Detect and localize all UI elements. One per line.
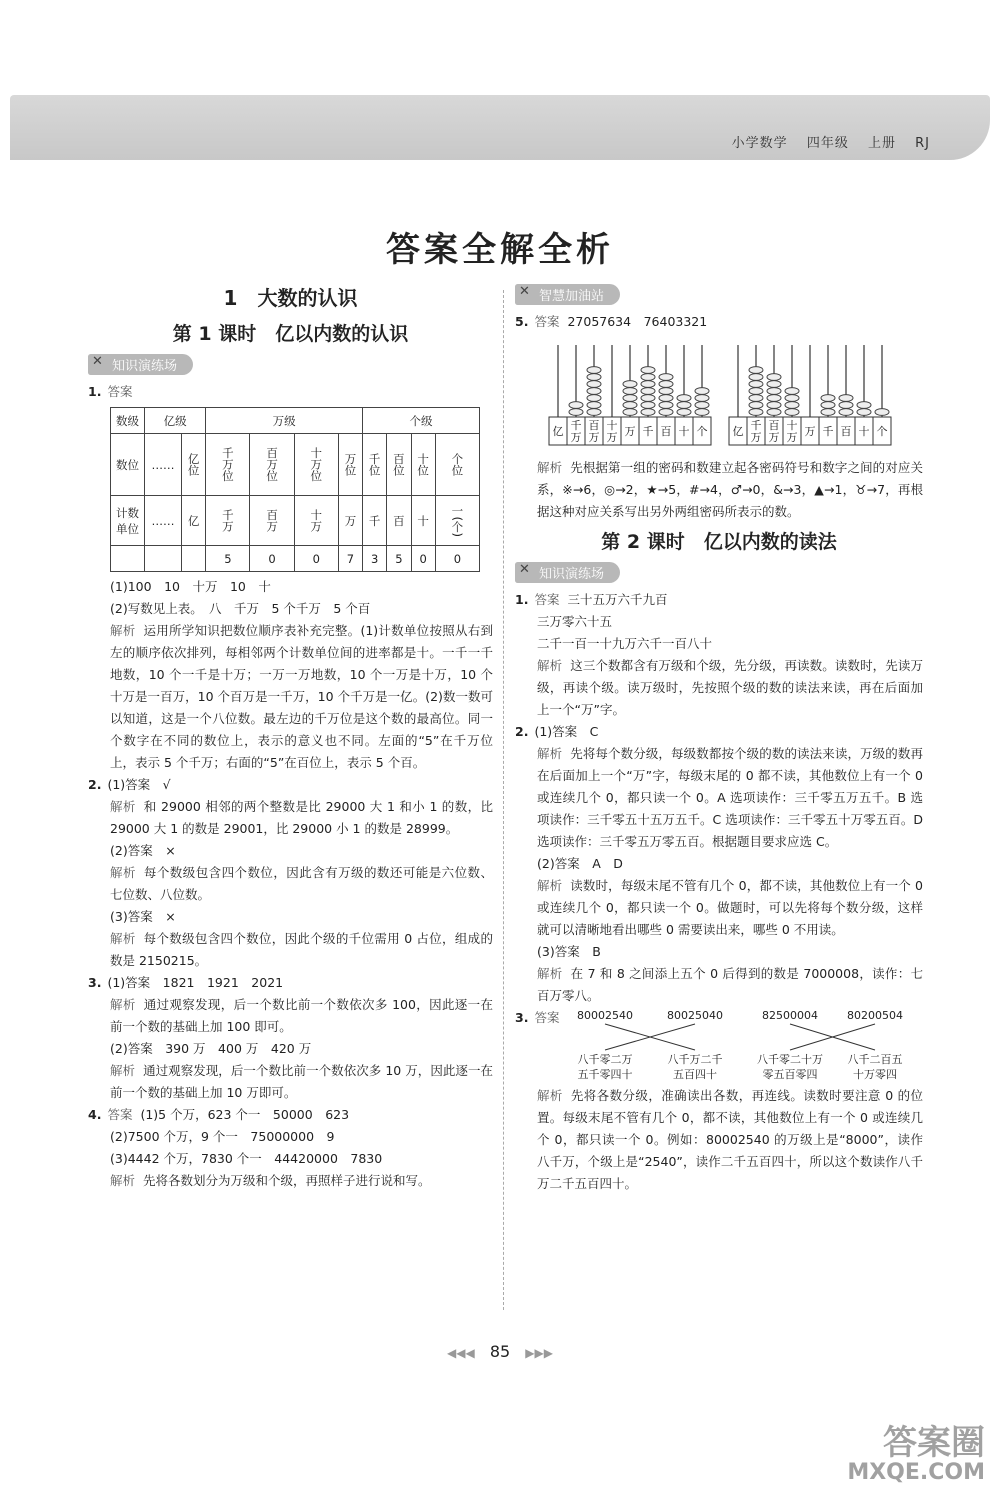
table-cell [182,546,206,572]
match-number: 80002540 [577,1009,633,1022]
table-cell: 0 [411,546,435,572]
abacus-label: 千 [570,419,582,432]
q4-answer-1 [88,1104,493,1126]
analysis-label: 解析 [110,931,136,946]
q2-part2-analysis [88,862,493,906]
place-value-table [110,407,480,572]
analysis-label: 解析 [537,746,563,761]
table-cell: 万级 [206,408,363,434]
q2-part1-answer [88,774,493,796]
q1-analysis [88,620,493,774]
table-cell: 数位 [111,434,145,496]
table-cell: 5 [387,546,411,572]
abacus-label: 万 [624,425,636,438]
abacus-bead [767,402,781,409]
table-cell: 十 [411,496,435,546]
table-cell: 个级 [363,408,480,434]
analysis-text: 先将每个数分级，每级数都按个级的数的读法来读，万级的数再在后面加上一个“万”字，每级末尾的 0 都不读，其他数位上有一个 0 或连续几个 0，都只读一个 0。A 选项读作：三千零五万五千。B 选项读作：三千零五十五万五千。C 选项读作：三千零五十万零五百。D 选项读作：三千零五万零五百。根据题目要求应选 C。 [537,746,923,849]
abacus-label: 千 [642,425,654,438]
r1-number: 1. [515,592,529,607]
unit-number: 1 [223,286,238,310]
left-column [88,282,493,1192]
abacus-bead [641,388,655,395]
header-edition: RJ [915,136,930,151]
match-reading: 零五百零四 [762,1068,818,1081]
q5-number: 5. [515,314,529,329]
table-cell: 3 [363,546,387,572]
right-arrows-icon: ▶▶▶ [525,1346,553,1360]
abacus-1 [545,339,715,449]
analysis-text: 先根据第一组的密码和数建立起各密码符号和数字之间的对应关系，※→6，◎→2，★→5，#→4，♂→0，&→3，▲→1，♉→7，再根据这种对应关系写出另外两组密码所表示的数。 [537,460,923,519]
q4-number: 4. [88,1107,102,1122]
r1-answer-1 [515,589,923,611]
abacus-bead [749,409,763,416]
matching-diagram [575,1007,923,1085]
abacus-bead [587,381,601,388]
abacus-bead [623,409,637,416]
match-reading: 八千零二万 [577,1053,633,1066]
abacus-bead [659,381,673,388]
abacus-label: 十 [606,419,618,432]
r3-analysis [515,1085,923,1195]
abacus-bead [821,409,835,416]
abacus-bead [677,409,691,416]
table-cell: 百位 [387,434,411,496]
abacus-bead [785,395,799,402]
analysis-text: 运用所学知识把数位顺序表补充完整。(1)计数单位按照从右到左的顺序依次排列，每相邻两个计数单位间的进率都是十。一千一千地数，10 个一千是十万；一万一万地数，10 个一万是十万，10 个十万是一百万，10 个百万是一千万，10 个千万是一亿。(2)数一数可以知道，这是一个八位数。最左边的千万位是这个数的最高位。同一个数字在不同的数位上，表示的意义也不同。左面的“5”在千万位上，表示 5 个千万；右面的“5”在百位上，表示 5 个百。 [110,623,493,770]
analysis-label: 解析 [537,878,563,893]
abacus-bead [623,388,637,395]
abacus-bead [821,402,835,409]
unit-heading [88,282,493,311]
analysis-text: 通过观察发现，后一个数比前一个数依次多 100，因此逐一在前一个数的基础上加 100 即可。 [110,997,493,1034]
table-row [111,408,480,434]
abacus-label: 十 [858,425,870,438]
abacus-label: 十 [786,419,798,432]
wisdom-banner [515,284,620,305]
q2-part3-answer: (3)答案 × [110,909,176,924]
answer-text: 27057634 76403321 [567,314,708,329]
table-cell: 亿 [182,496,206,546]
page-footer [0,1342,1000,1361]
lesson2-title: 第 2 课时 亿以内数的读法 [601,531,837,553]
abacus-bead [875,409,889,416]
analysis-text: 先将各数分级，准确读出各数，再连线。读数时要注意 0 的位置。每级末尾不管有几个 0，都不读，其他数位上有一个 0 或连续几个 0，都只读一个 0。例如：80002540 的万级上是“8000”，读作八千万，个级上是“2540”，读作二千五百四十，所以这个数读作八千万二千五百四十。 [537,1088,923,1191]
page-number: 85 [489,1342,511,1361]
abacus-bead [857,409,871,416]
page-title: 答案全解全析 [386,230,614,270]
match-number: 80025040 [667,1009,723,1022]
abacus-bead [767,395,781,402]
header-volume: 上册 [867,136,896,151]
table-cell: 百 [387,496,411,546]
left-arrows-icon: ◀◀◀ [447,1346,475,1360]
answer-label: 答案 [534,314,560,329]
answer-text: 三十五万六千九百 [567,592,668,607]
table-cell: 0 [435,546,479,572]
abacus-bead [785,388,799,395]
table-cell [111,546,145,572]
table-cell: 十位 [411,434,435,496]
header-info [718,132,930,151]
r2-part3-analysis [515,963,923,1007]
abacus-label: 万 [606,431,618,444]
abacus-bead [623,395,637,402]
table-cell: 百万位 [250,434,294,496]
abacus-label: 十 [678,425,690,438]
analysis-label: 解析 [110,799,136,814]
analysis-label: 解析 [110,865,136,880]
table-row [111,434,480,496]
q1-number: 1. [88,384,102,399]
table-cell: 千位 [363,434,387,496]
q4-answer-2: (2)7500 个万，9 个一 75000000 9 [110,1129,335,1144]
analysis-label: 解析 [537,966,563,981]
abacus-2 [725,339,895,449]
table-cell: 7 [338,546,362,572]
abacus-bead [821,395,835,402]
abacus-bead [749,402,763,409]
runner-icon: ✕ [92,354,103,369]
abacus-bead [587,409,601,416]
column-divider [503,290,504,1310]
analysis-text: 每个数级包含四个数位，因此个级的千位需用 0 占位，组成的数是 2150215。 [110,931,493,968]
q4-analysis [88,1170,493,1192]
abacus-bead [641,409,655,416]
abacus-bead [677,395,691,402]
abacus-bead [749,374,763,381]
abacus-bead [857,402,871,409]
r2-part1-analysis [515,743,923,853]
header-subject: 小学数学 [731,136,788,151]
abacus-label: 万 [588,431,600,444]
analysis-text: 每个数级包含四个数位，因此含有万级的数还可能是六位数、七位数、八位数。 [110,865,493,902]
watermark-logo: 答案圈 [883,1423,985,1463]
analysis-label: 解析 [110,1173,136,1188]
r3-number: 3. [515,1010,529,1025]
table-cell: …… [145,434,182,496]
abacus-label: 百 [840,425,852,438]
table-cell: 万 [338,496,362,546]
table-cell [145,546,182,572]
analysis-text: 和 29000 相邻的两个整数是比 29000 大 1 和小 1 的数，比 29000 大 1 的数是 29001，比 29000 小 1 的数是 28999。 [110,799,493,836]
q5-analysis [515,457,923,523]
abacus-bead [587,388,601,395]
analysis-label: 解析 [110,997,136,1012]
right-column [515,282,923,1195]
q3-part2-analysis [88,1060,493,1104]
abacus-bead [587,402,601,409]
banner-label: 知识演练场 [112,359,178,374]
abacus-bead [659,409,673,416]
analysis-label: 解析 [537,658,563,673]
abacus-bead [641,381,655,388]
match-reading: 八千二百五 [847,1053,903,1066]
abacus-bead [659,402,673,409]
table-cell: 亿位 [182,434,206,496]
r1-answer-2: 三万零六十五 [537,614,613,629]
abacus-label: 万 [750,431,762,444]
abacus-bead [569,402,583,409]
match-reading: 八千零二十万 [757,1053,823,1066]
abacus-bead [695,409,709,416]
abacus-bead [749,395,763,402]
abacus-bead [587,367,601,374]
analysis-text: 先将各数划分为万级和个级，再照样子进行说和写。 [143,1173,431,1188]
q3-part1-analysis [88,994,493,1038]
r1-answer-3: 二千一百一十九万六千一百八十 [537,636,713,651]
table-row [111,496,480,546]
abacus-label: 万 [768,431,780,444]
analysis-text: 读数时，每级末尾不管有几个 0，都不读，其他数位上有一个 0 或连续几个 0，都只读一个 0。做题时，可以先将每个数分级，这样就可以清晰地看出哪些 0 需要读出来，哪些 0 不用读。 [537,878,923,937]
table-cell: 数级 [111,408,145,434]
abacus-bead [785,402,799,409]
abacus-bead [767,381,781,388]
match-number: 82500004 [762,1009,818,1022]
abacus-bead [695,388,709,395]
abacus-bead [587,395,601,402]
banner-label: 知识演练场 [539,567,605,582]
match-reading: 五百四十 [673,1068,717,1081]
table-cell: 0 [294,546,338,572]
abacus-bead [641,374,655,381]
header-grade: 四年级 [806,136,849,151]
q2-part1-analysis [88,796,493,840]
abacus-label: 亿 [552,425,564,438]
runner-icon: ✕ [519,562,530,577]
abacus-bead [623,402,637,409]
table-cell: 千 [363,496,387,546]
table-cell: 一(个) [435,496,479,546]
analysis-text: 在 7 和 8 之间添上五个 0 后得到的数是 7000008，读作：七百万零八。 [537,966,923,1003]
r2-part1-answer [515,721,923,743]
r3-label [515,1007,575,1029]
abacus-label: 亿 [732,425,744,438]
abacus-label: 万 [570,431,582,444]
answer-label: 答案 [534,592,560,607]
q1-answer-line [88,381,493,403]
abacus-label: 百 [588,419,600,432]
q2-part2-answer: (2)答案 × [110,843,176,858]
q3-part1-answer [88,972,493,994]
abacus-pair [545,339,923,449]
abacus-bead [695,395,709,402]
analysis-label: 解析 [110,1063,136,1078]
table-row [111,546,480,572]
abacus-label: 万 [786,431,798,444]
match-number: 80200504 [847,1009,903,1022]
banner-label: 智慧加油站 [539,289,605,304]
match-reading: 五千零四十 [577,1068,633,1081]
q1-answer-1: (1)100 10 十万 10 十 [110,579,271,594]
q5-answer [515,311,923,333]
table-cell: 亿级 [145,408,206,434]
r2-number: 2. [515,724,529,739]
q3-number: 3. [88,975,102,990]
abacus-label: 百 [660,425,672,438]
abacus-bead [569,409,583,416]
answer-text: (1)答案 1821 1921 2021 [107,975,284,990]
abacus-bead [767,374,781,381]
q1-answer-2: (2)写数见上表。 八 千万 5 个千万 5 个百 [110,601,371,616]
table-cell: 百万 [250,496,294,546]
abacus-label: 万 [804,425,816,438]
abacus-bead [623,381,637,388]
table-cell: 个位 [435,434,479,496]
abacus-bead [839,395,853,402]
abacus-bead [641,367,655,374]
answer-text: (1)5 个万，623 个一 50000 623 [140,1107,350,1122]
answer-text: (1)答案 C [534,724,599,739]
abacus-bead [839,402,853,409]
abacus-bead [695,402,709,409]
analysis-text: 通过观察发现，后一个数比前一个数依次多 10 万，因此逐一在前一个数的基础上加 10 万即可。 [110,1063,493,1100]
answer-text: (1)答案 √ [107,777,171,792]
unit-title: 大数的认识 [257,286,358,310]
q2-number: 2. [88,777,102,792]
r3-matching [515,1007,923,1085]
abacus-bead [659,374,673,381]
r1-analysis [515,655,923,721]
abacus-bead [749,367,763,374]
abacus-bead [641,395,655,402]
abacus-bead [587,374,601,381]
table-cell: 十万 [294,496,338,546]
abacus-bead [641,402,655,409]
abacus-bead [839,409,853,416]
table-cell: 0 [250,546,294,572]
analysis-label: 解析 [537,460,563,475]
q2-part3-analysis [88,928,493,972]
match-reading: 十万零四 [853,1068,897,1081]
analysis-text: 这三个数都含有万级和个级，先分级，再读数。读数时，先读万级，再读个级。读万级时，先按照个级的数的读法来读，再在后面加上一个“万”字。 [537,658,923,717]
table-cell: …… [145,496,182,546]
r2-part2-analysis [515,875,923,941]
match-reading: 八千万二千 [667,1053,723,1066]
answer-label: 答案 [107,1107,133,1122]
watermark-url: MXQE.COM [847,1460,985,1485]
abacus-label: 千 [822,425,834,438]
lesson1-title: 第 1 课时 亿以内数的认识 [172,323,409,345]
abacus-label: 个 [876,425,888,438]
abacus-label: 千 [750,419,762,432]
analysis-label: 解析 [537,1088,563,1103]
answer-label: 答案 [534,1010,560,1025]
table-cell: 计数单位 [111,496,145,546]
analysis-label: 解析 [110,623,136,638]
abacus-bead [785,409,799,416]
r2-part3-answer: (3)答案 B [537,944,601,959]
table-cell: 5 [206,546,250,572]
runner-icon: ✕ [519,284,530,299]
abacus-label: 个 [696,425,708,438]
knowledge-banner-2 [515,562,620,583]
abacus-bead [767,409,781,416]
abacus-bead [749,388,763,395]
q3-part2-answer: (2)答案 390 万 400 万 420 万 [110,1041,312,1056]
table-cell: 千万位 [206,434,250,496]
answer-label: 答案 [107,384,133,399]
table-cell: 十万位 [294,434,338,496]
abacus-bead [659,395,673,402]
abacus-bead [767,388,781,395]
abacus-label: 百 [768,419,780,432]
q4-answer-3: (3)4442 个万，7830 个一 44420000 7830 [110,1151,383,1166]
abacus-bead [677,402,691,409]
abacus-bead [659,388,673,395]
table-cell: 万位 [338,434,362,496]
r2-part2-answer: (2)答案 A D [537,856,623,871]
abacus-bead [749,381,763,388]
table-cell: 千万 [206,496,250,546]
knowledge-banner [88,354,193,375]
